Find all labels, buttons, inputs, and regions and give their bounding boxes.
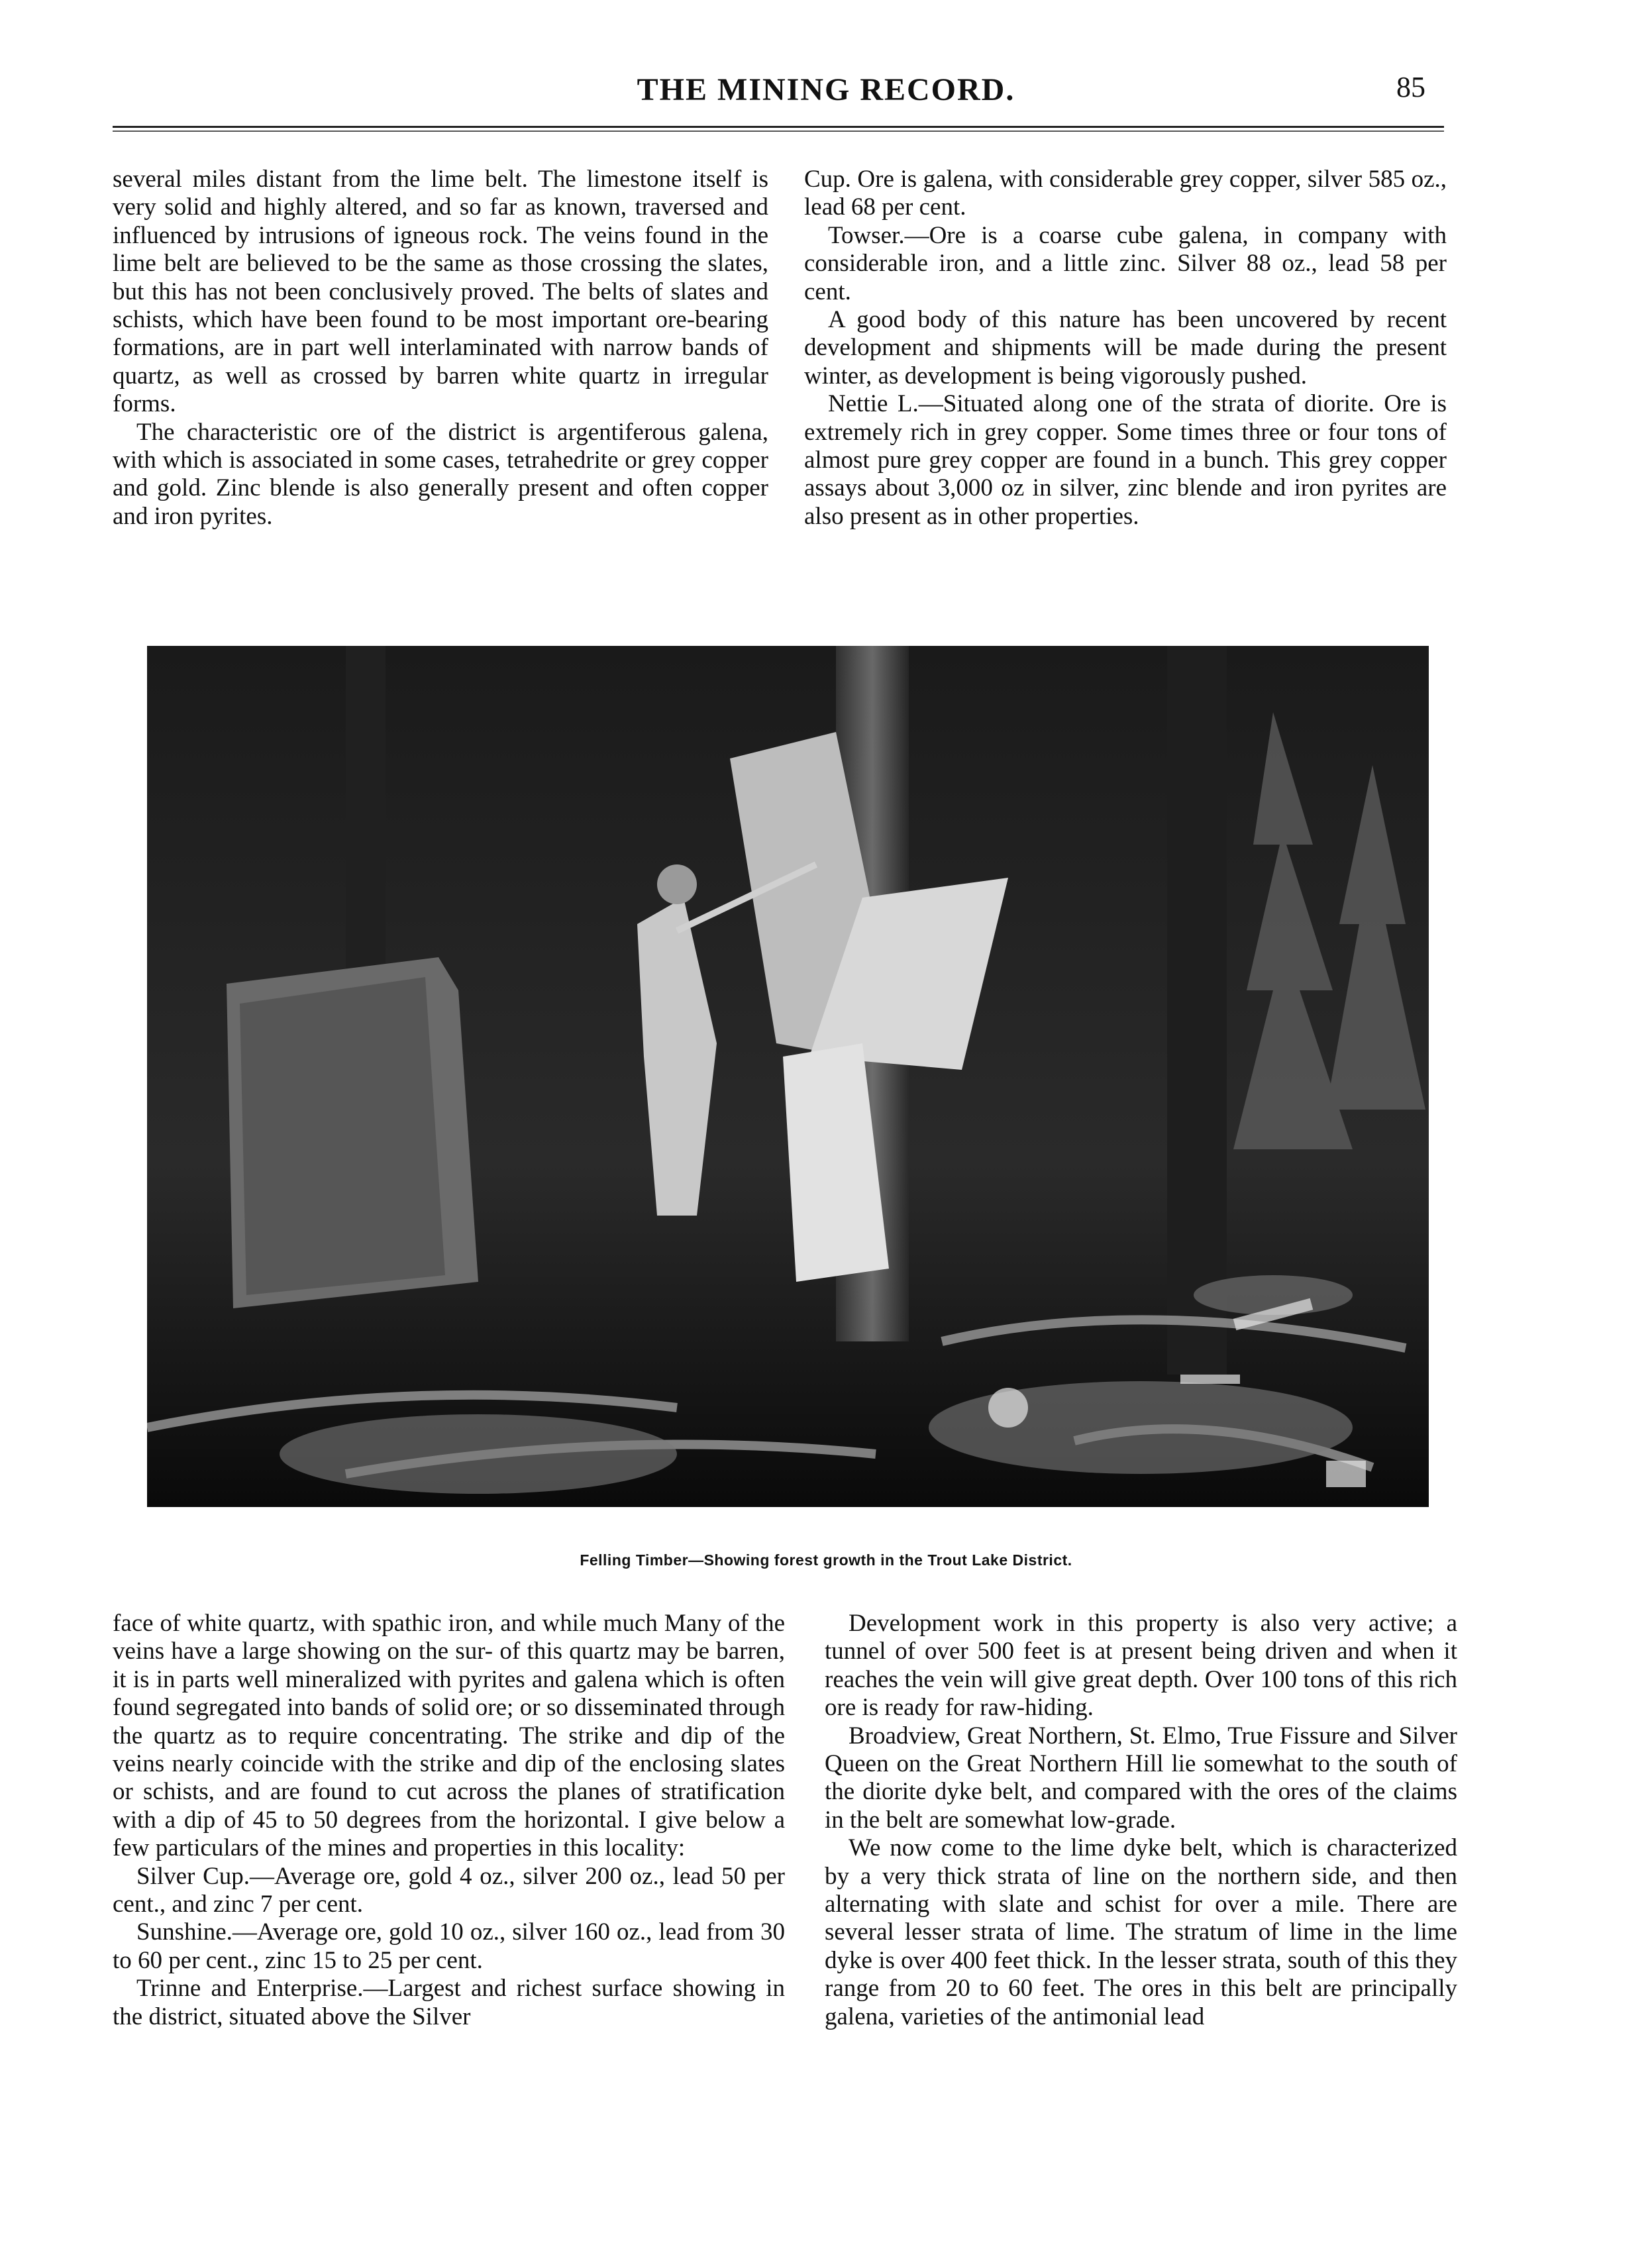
figure-caption: Felling Timber—Showing forest growth in the Trout Lake District.	[580, 1551, 1072, 1569]
paragraph: Trinne and Enterprise.—Largest and richest surface showing in the district, situated above the Silver	[113, 1975, 785, 2030]
paragraph: We now come to the lime dyke belt, which is characterized by a very thick strata of line on the northern side, and then alternating with slate and schist for over a mile. There are several lesser strata of lime. The stratum of lime in the lime dyke is over 400 feet thick. In the lesser strata, south of this they range from 20 to 60 feet. The ores in this belt are principally galena, varieties of the antimonial lead	[825, 1834, 1457, 2030]
paragraph: Nettie L.—Situated along one of the strata of diorite. Ore is extremely rich in grey copper. Some times three or four tons of almost pure grey copper are found in a bunch. This grey copper assays about 3,000 oz in silver, zinc blende and iron pyrites are also present as in other properties.	[804, 390, 1447, 530]
paragraph: The characteristic ore of the district is argentiferous galena, with which is associated in some cases, tetrahedrite or grey copper and gold. Zinc blende is also generally present and often copper and iron pyrites.	[113, 418, 768, 530]
paragraph: Broadview, Great Northern, St. Elmo, True Fissure and Silver Queen on the Great Northern Hill lie somewhat to the south of the diorite dyke belt, and compared with the ores of the claims in the belt are somewhat low-grade.	[825, 1722, 1457, 1834]
paragraph: Silver Cup.—Average ore, gold 4 oz., silver 200 oz., lead 50 per cent., and zinc 7 per cent.	[113, 1862, 785, 1918]
paragraph: Towser.—Ore is a coarse cube galena, in company with considerable iron, and a little zinc. Silver 88 oz., lead 58 per cent.	[804, 221, 1447, 305]
column-bottom-right	[825, 1610, 1457, 2031]
paragraph: Development work in this property is also very active; a tunnel of over 500 feet is at present being driven and when it reaches the vein will give great depth. Over 100 tons of this rich ore is ready for raw-hiding.	[825, 1610, 1457, 1722]
paragraph: A good body of this nature has been uncovered by recent development and shipments will be made during the present winter, as development is being vigorously pushed.	[804, 306, 1447, 390]
paragraph: Sunshine.—Average ore, gold 10 oz., silver 160 oz., lead from 30 to 60 per cent., zinc 15 to 25 per cent.	[113, 1918, 785, 1974]
header-rule	[113, 126, 1444, 132]
paragraph: face of white quartz, with spathic iron, and while much Many of the veins have a large showing on the sur- of this quartz may be barren, it is in parts well mineralized with pyrites and galena which is often found segregated into bands of solid ore; or so disseminated through the quartz as to require concentrating. The strike and dip of the veins nearly coincide with the strike and dip of the enclosing slates or schists, and are found to cut across the planes of stratification with a dip of 45 to 50 degrees from the horizontal. I give below a few particulars of the mines and properties in this locality:	[113, 1610, 785, 1862]
page-header-title: THE MINING RECORD.	[637, 72, 1015, 107]
column-bottom-left	[113, 1610, 785, 2031]
page-number: 85	[1396, 71, 1425, 103]
column-top-left	[113, 166, 768, 531]
column-top-right	[804, 166, 1447, 531]
paragraph: Cup. Ore is galena, with considerable grey copper, silver 585 oz., lead 68 per cent.	[804, 166, 1447, 221]
forest-photograph	[147, 646, 1429, 1507]
paragraph: several miles distant from the lime belt. The limestone itself is very solid and highly altered, and so far as known, traversed and influenced by intrusions of igneous rock. The veins found in the lime belt are believed to be the same as those crossing the slates, but this has not been conclusively proved. The belts of slates and schists, which have been found to be most important ore-bearing formations, are in part well interlaminated with narrow bands of quartz, as well as crossed by barren white quartz in irregular forms.	[113, 166, 768, 418]
